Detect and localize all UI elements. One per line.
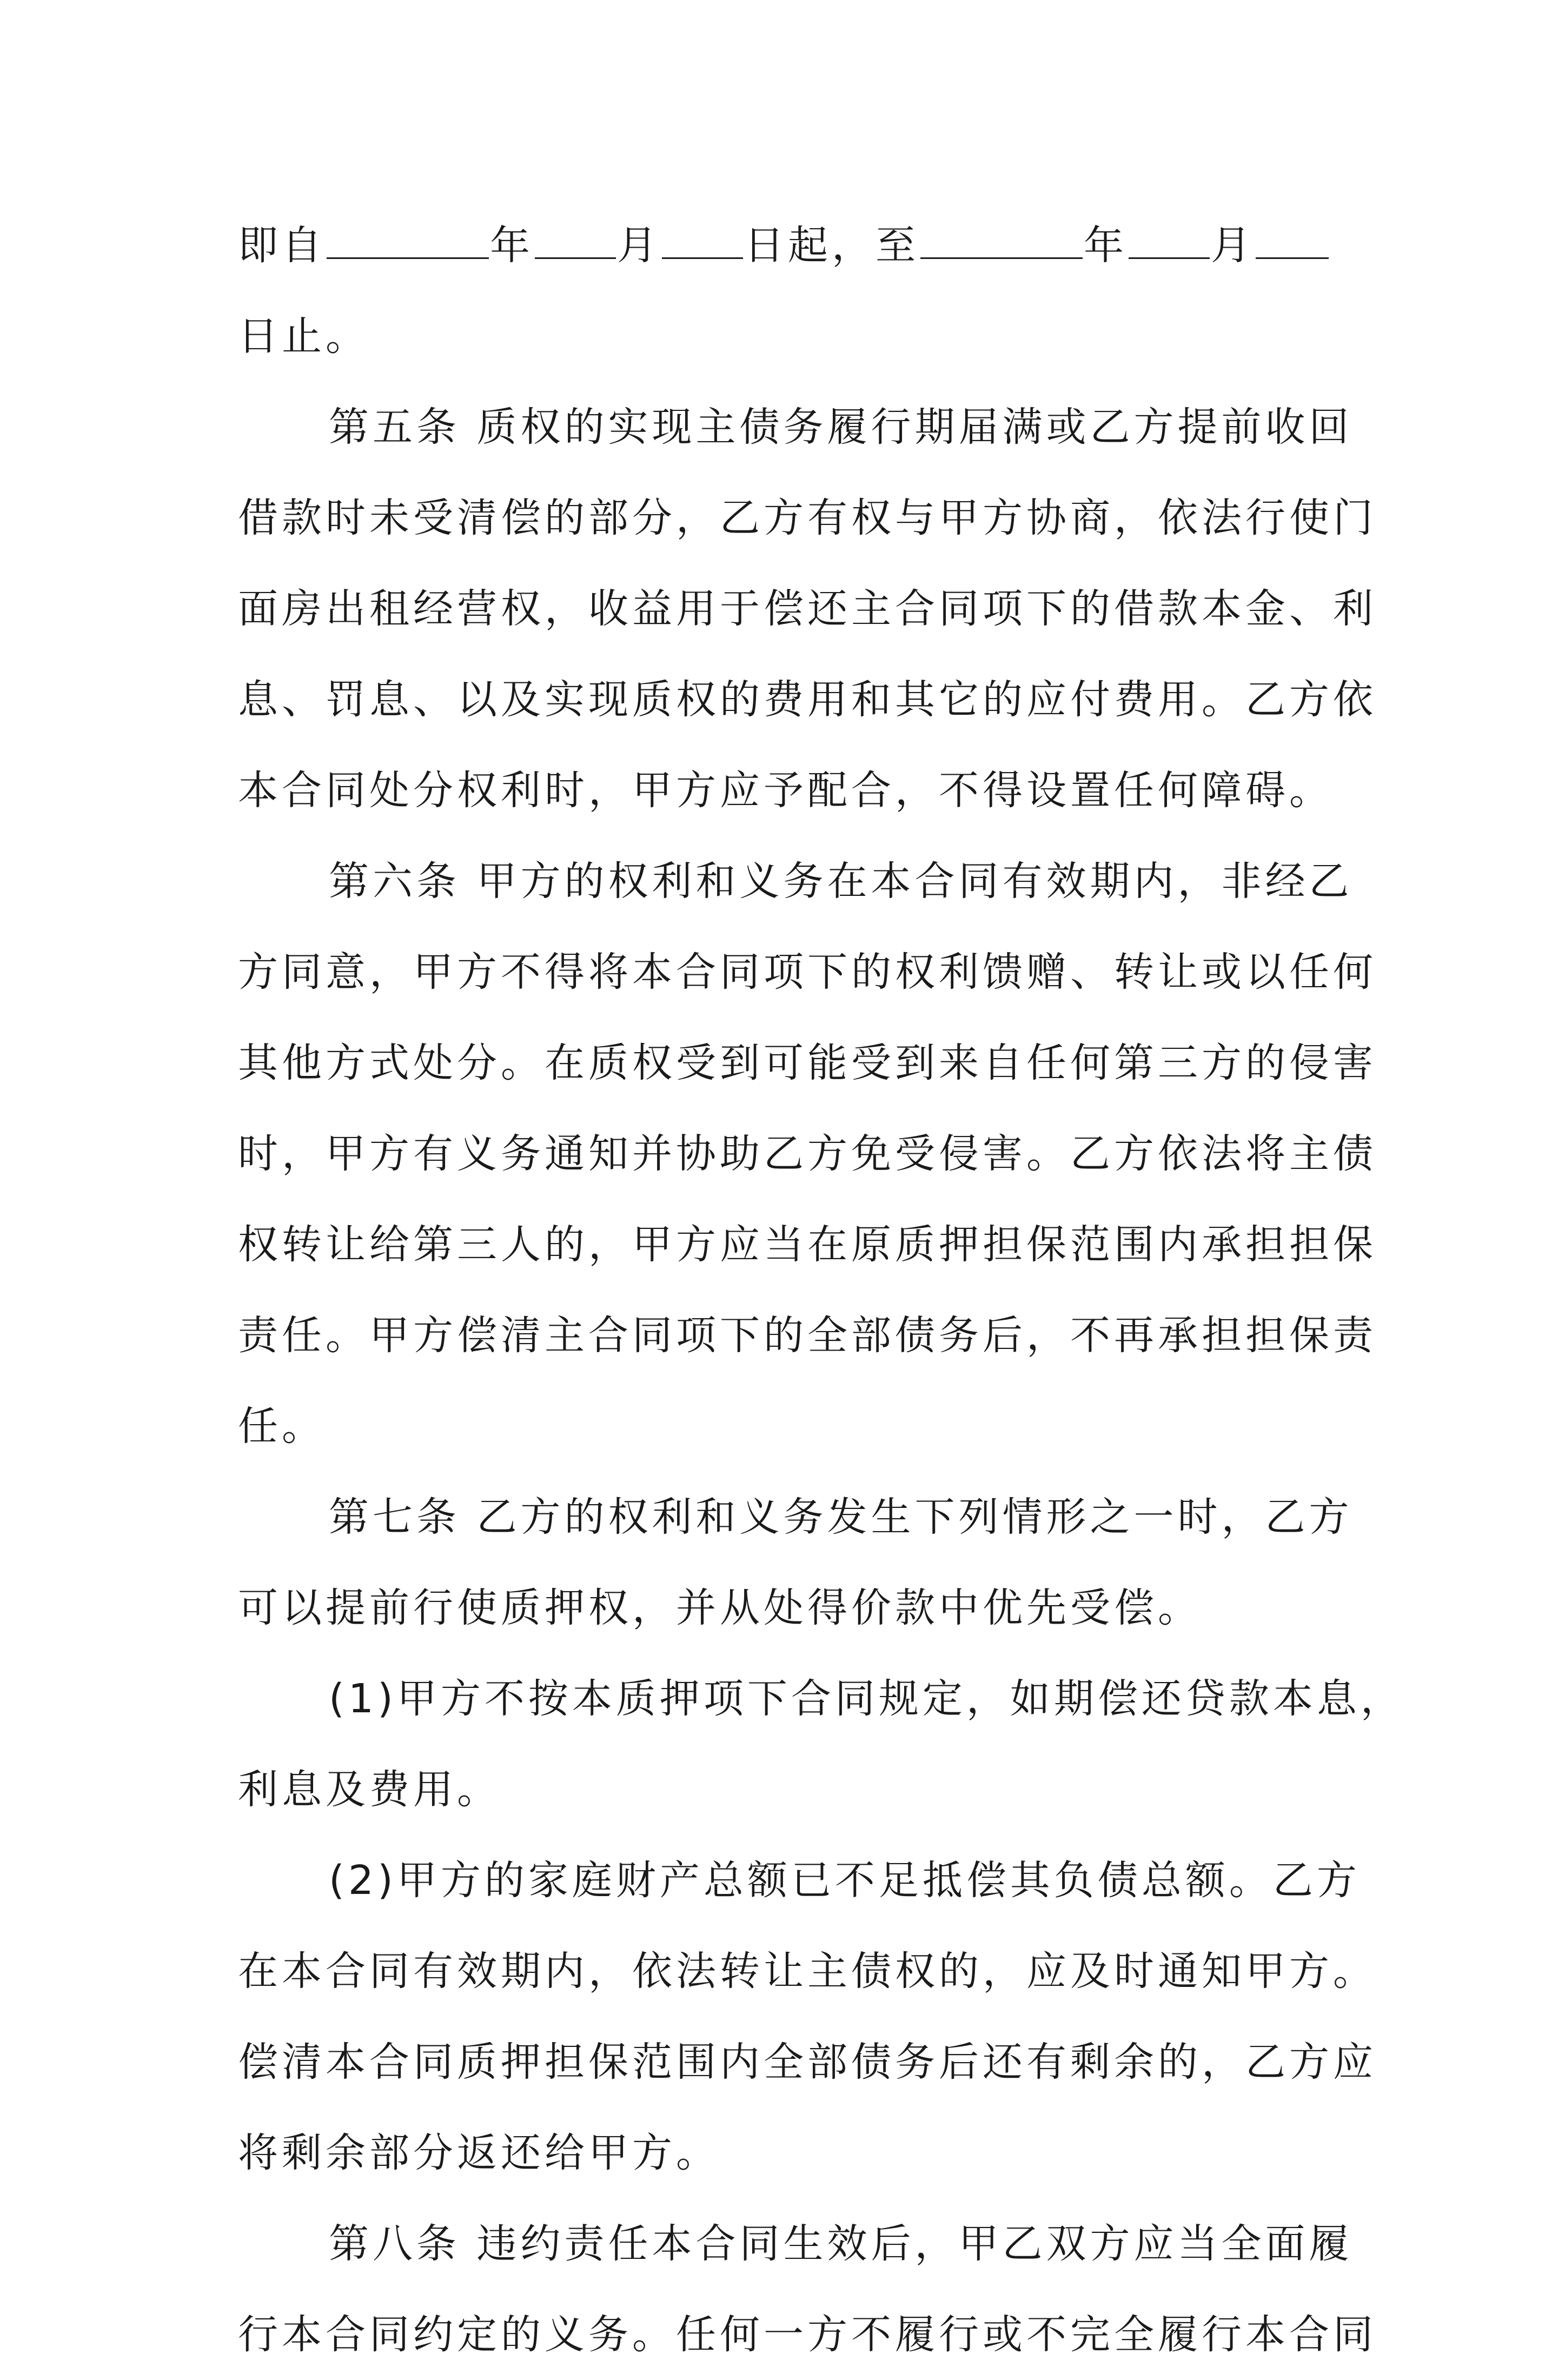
clause-1: (1)甲方不按本质押项下合同规定，如期偿还贷款本息， <box>329 1676 1404 1722</box>
text-line: 息、罚息、以及实现质权的费用和其它的应付费用。乙方依 <box>238 676 1377 723</box>
clause-2: (2)甲方的家庭财产总额已不足抵偿其负债总额。乙方 <box>329 1857 1361 1904</box>
month-blank-end <box>1129 226 1210 259</box>
text-line: 面房出租经营权，收益用于偿还主合同项下的借款本金、利 <box>238 586 1377 632</box>
date-text-to: 日起，至 <box>744 222 919 269</box>
text-line: 借款时未受清偿的部分，乙方有权与甲方协商，依法行使门 <box>238 495 1377 541</box>
year-blank-end <box>920 226 1083 259</box>
text-line: 日止。 <box>238 313 369 360</box>
text-line: 时，甲方有义务通知并协助乙方免受侵害。乙方依法将主债 <box>238 1131 1377 1177</box>
text-line: 在本合同有效期内，依法转让主债权的，应及时通知甲方。 <box>238 1948 1377 1995</box>
article-5-heading: 第五条 质权的实现主债务履行期届满或乙方提前收回 <box>329 404 1353 450</box>
date-text-month: 月 <box>617 222 661 269</box>
article-7-heading: 第七条 乙方的权利和义务发生下列情形之一时，乙方 <box>329 1494 1353 1540</box>
date-text-year-2: 年 <box>1084 222 1128 269</box>
text-line: 方同意，甲方不得将本合同项下的权利馈赠、转让或以任何 <box>238 949 1377 995</box>
text-line: 可以提前行使质押权，并从处得价款中优先受偿。 <box>238 1585 1202 1631</box>
date-text-from: 即自 <box>238 222 326 269</box>
article-6-heading: 第六条 甲方的权利和义务在本合同有效期内，非经乙 <box>329 858 1353 905</box>
text-line: 行本合同约定的义务。任何一方不履行或不完全履行本合同 <box>238 2311 1377 2358</box>
article-8-heading: 第八条 违约责任本合同生效后，甲乙双方应当全面履 <box>329 2221 1353 2267</box>
day-blank-end <box>1256 226 1329 259</box>
date-text-year: 年 <box>490 222 534 269</box>
date-text-month-2: 月 <box>1211 222 1255 269</box>
text-line: 其他方式处分。在质权受到可能受到来自任何第三方的侵害 <box>238 1040 1377 1086</box>
text-line: 将剩余部分返还给甲方。 <box>238 2130 720 2176</box>
text-line: 权转让给第三人的，甲方应当在原质押担保范围内承担担保 <box>238 1221 1377 1268</box>
text-line: 本合同处分权利时，甲方应予配合，不得设置任何障碍。 <box>238 767 1333 814</box>
year-blank-start <box>327 226 489 259</box>
text-line: 责任。甲方偿清主合同项下的全部债务后，不再承担担保责 <box>238 1312 1377 1359</box>
text-line: 利息及费用。 <box>238 1766 501 1813</box>
date-line <box>238 200 1341 291</box>
text-line: 任。 <box>238 1403 326 1450</box>
document-body <box>238 200 1404 2380</box>
day-blank-start <box>662 226 743 259</box>
text-line: 偿清本合同质押担保范围内全部债务后还有剩余的，乙方应 <box>238 2039 1377 2085</box>
month-blank-start <box>535 226 616 259</box>
